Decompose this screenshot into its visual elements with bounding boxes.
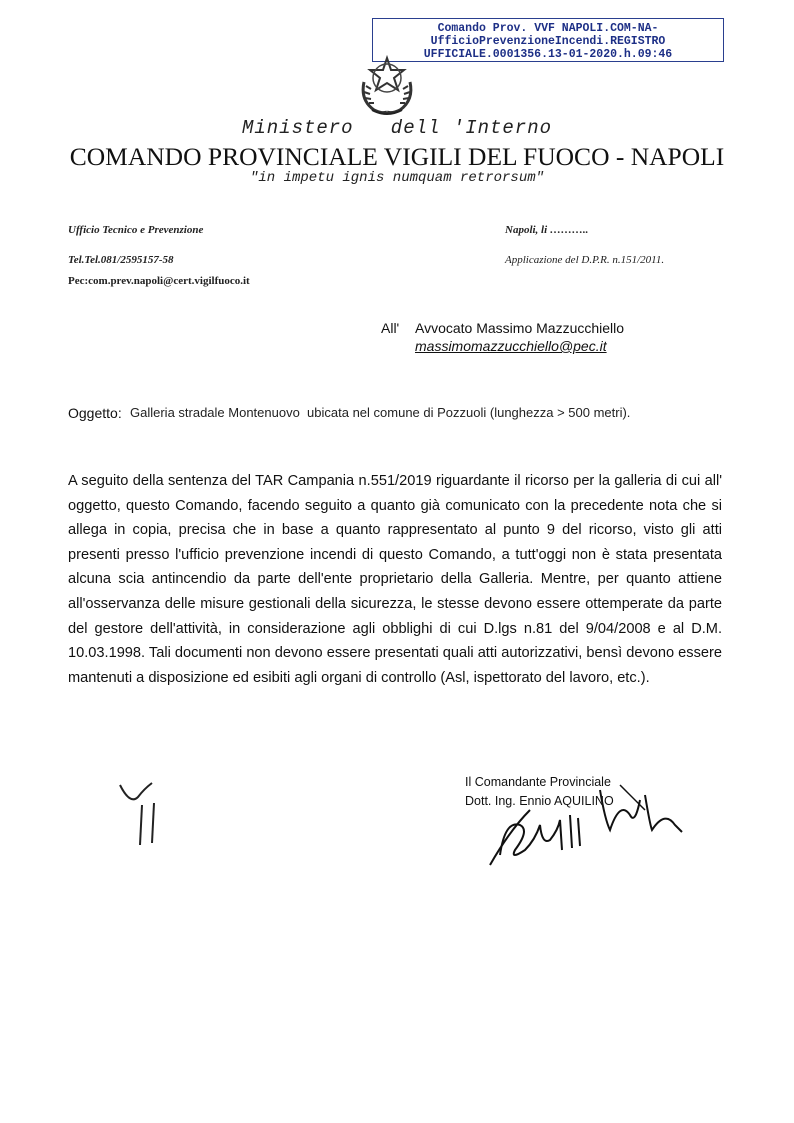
stamp-line-1: Comando Prov. VVF NAPOLI.COM-NA- [437,22,659,35]
sender-office: Ufficio Tecnico e Prevenzione [68,224,204,236]
recipient-name: Avvocato Massimo Mazzucchiello [415,320,625,336]
sender-phone: Tel.Tel.081/2595157-58 [68,254,174,266]
motto: "in impetu ignis numquam retrorsum" [249,170,545,186]
stamp-line-3: UFFICIALE.0001356.13-01-2020.h.09:46 [423,48,673,61]
place-date: Napoli, li ……….. [505,224,589,236]
recipient-prefix: All' [381,320,400,336]
italian-republic-emblem-icon [352,52,422,118]
application-reference: Applicazione del D.P.R. n.151/2011. [505,254,665,266]
subject-label: Oggetto: [68,405,122,421]
signatory-name: Dott. Ing. Ennio AQUILINO [465,794,614,808]
handwritten-signature-icon [470,770,700,870]
recipient-email: massimomazzucchiello@pec.it [415,338,607,354]
signatory-title: Il Comandante Provinciale [465,775,611,789]
stamp-line-2: UfficioPrevenzioneIncendi.REGISTRO [430,35,666,48]
sender-pec: Pec:com.prev.napoli@cert.vigilfuoco.it [68,275,250,287]
letter-body: A seguito della sentenza del TAR Campania n.551/2019 riguardante il ricorso per la galleria di cui all' oggetto, questo Comando, facendo seguito a quanto già comunicato con la precedente nota che si allega in copia, precisa che in base a quanto rappresentato al punto 9 del ricorso, visto gli atti presenti presso l'ufficio prevenzione incendi di questo Comando, a tutt'oggi non è stata presentata alcuna scia antincendio da parte dell'ente proprietario della Galleria. Mentre, per quanto attiene all'osservanza delle misure gestionali della sicurezza, le stesse devono essere ottemperate da parte del gestore dell'attività, in considerazione agli obblighi di cui D.lgs n.81 del 9/04/2008 e al D.M. 10.03.1998. Tali documenti non devono essere presentati quali atti autorizzativi, bensì devono essere mantenuti a disposizione ed esibiti agli organi di controllo (Asl, ispettorato del lavoro, etc.). [68,473,722,686]
subject-text: Galleria stradale Montenuovo ubicata nel comune di Pozzuoli (lunghezza > 500 metri). [130,405,631,420]
initials-mark-icon [112,775,172,855]
protocol-stamp [372,18,724,62]
command-title: COMANDO PROVINCIALE VIGILI DEL FUOCO - NAPOLI [69,142,725,171]
ministry-name: Ministero dell 'Interno [241,117,553,139]
